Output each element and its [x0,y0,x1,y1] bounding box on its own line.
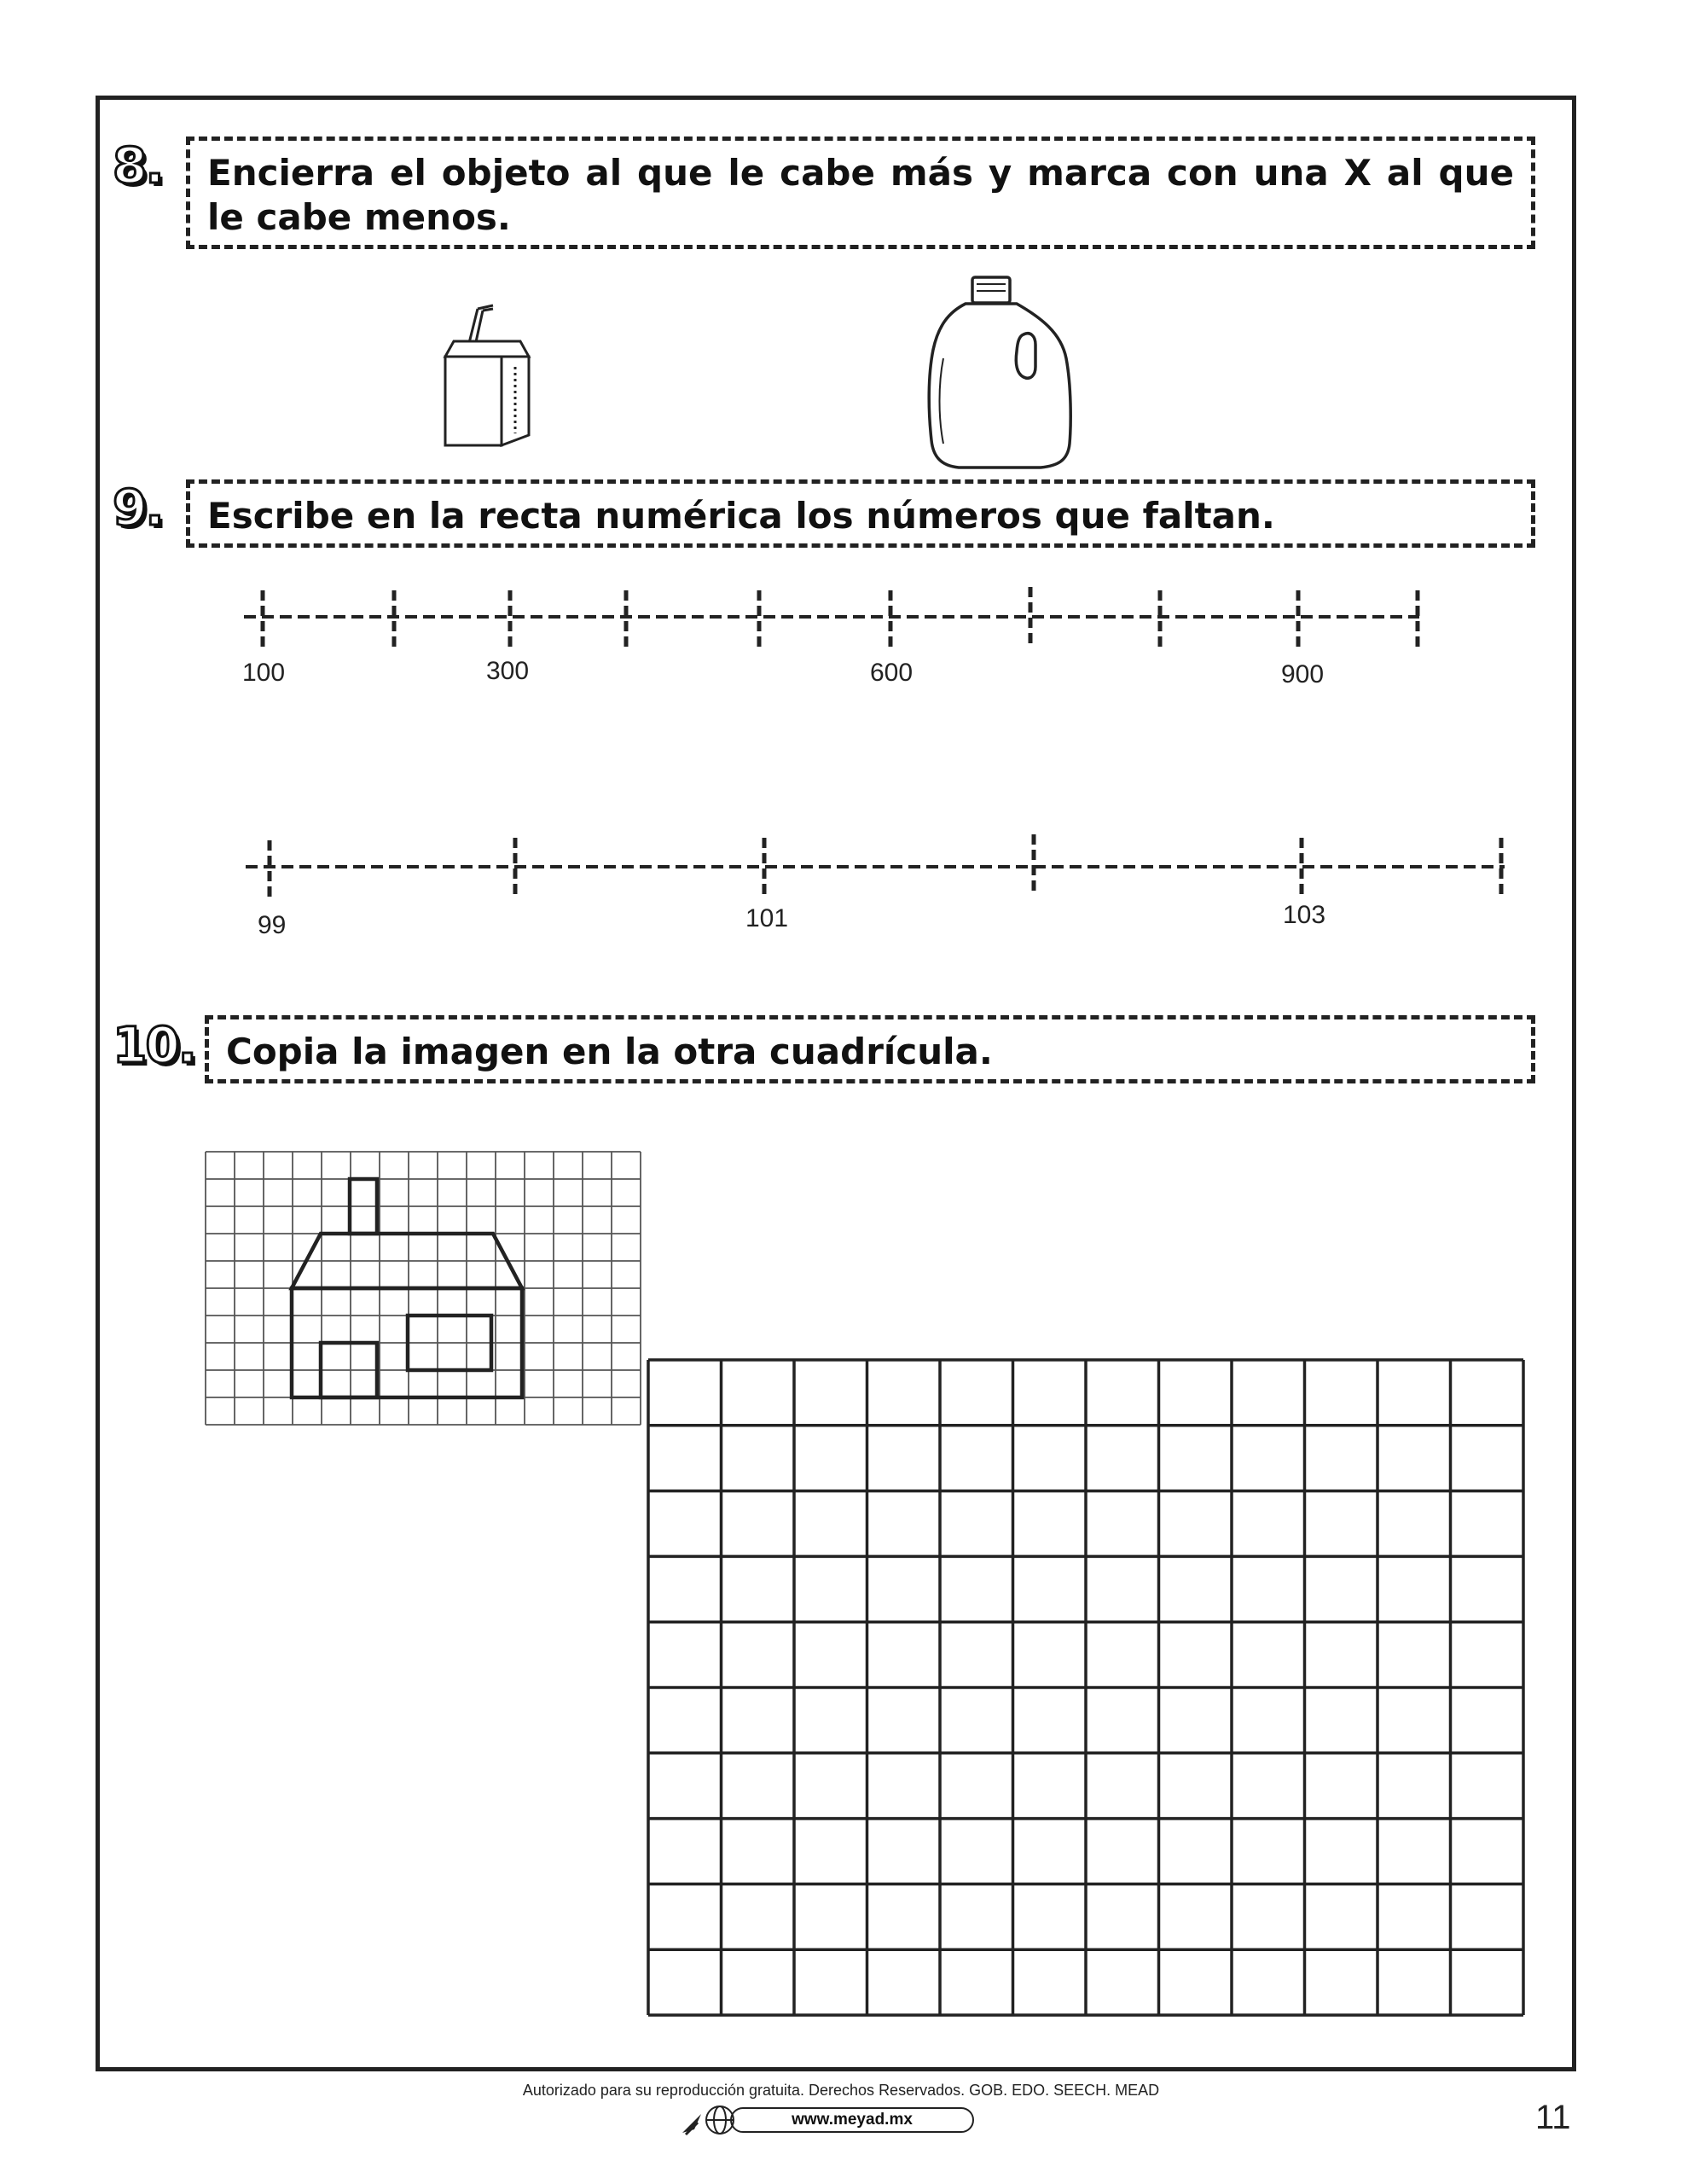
question-10-instruction: Copia la imagen en la otra cuadrícula. [205,1015,1535,1083]
question-8-number: 8. [113,136,163,195]
tick-label: 103 [1283,901,1326,929]
tick-label: 99 [258,911,287,939]
tick-label: 900 [1281,660,1325,688]
footer-authorization: Autorizado para su reproducción gratuita. Derechos Reservados. GOB. EDO. SEECH. MEAD [522,2082,1160,2099]
question-9-number: 9. [113,479,163,537]
tick-label: 101 [745,904,789,932]
tick-label: 100 [242,659,286,687]
tick-label: 300 [486,657,530,685]
page-number: 11 [1535,2099,1571,2136]
arrow-cursor-icon [682,2114,701,2135]
question-9-instruction: Escribe en la recta numérica los números que faltan. [186,479,1535,548]
footer-url[interactable]: www.meyad.mx [730,2107,974,2133]
question-10-number: 10. [113,1016,195,1074]
tick-label: 600 [870,659,914,687]
question-8-instruction: Encierra el objeto al que le cabe más y marca con una X al que le cabe menos. [186,136,1535,249]
